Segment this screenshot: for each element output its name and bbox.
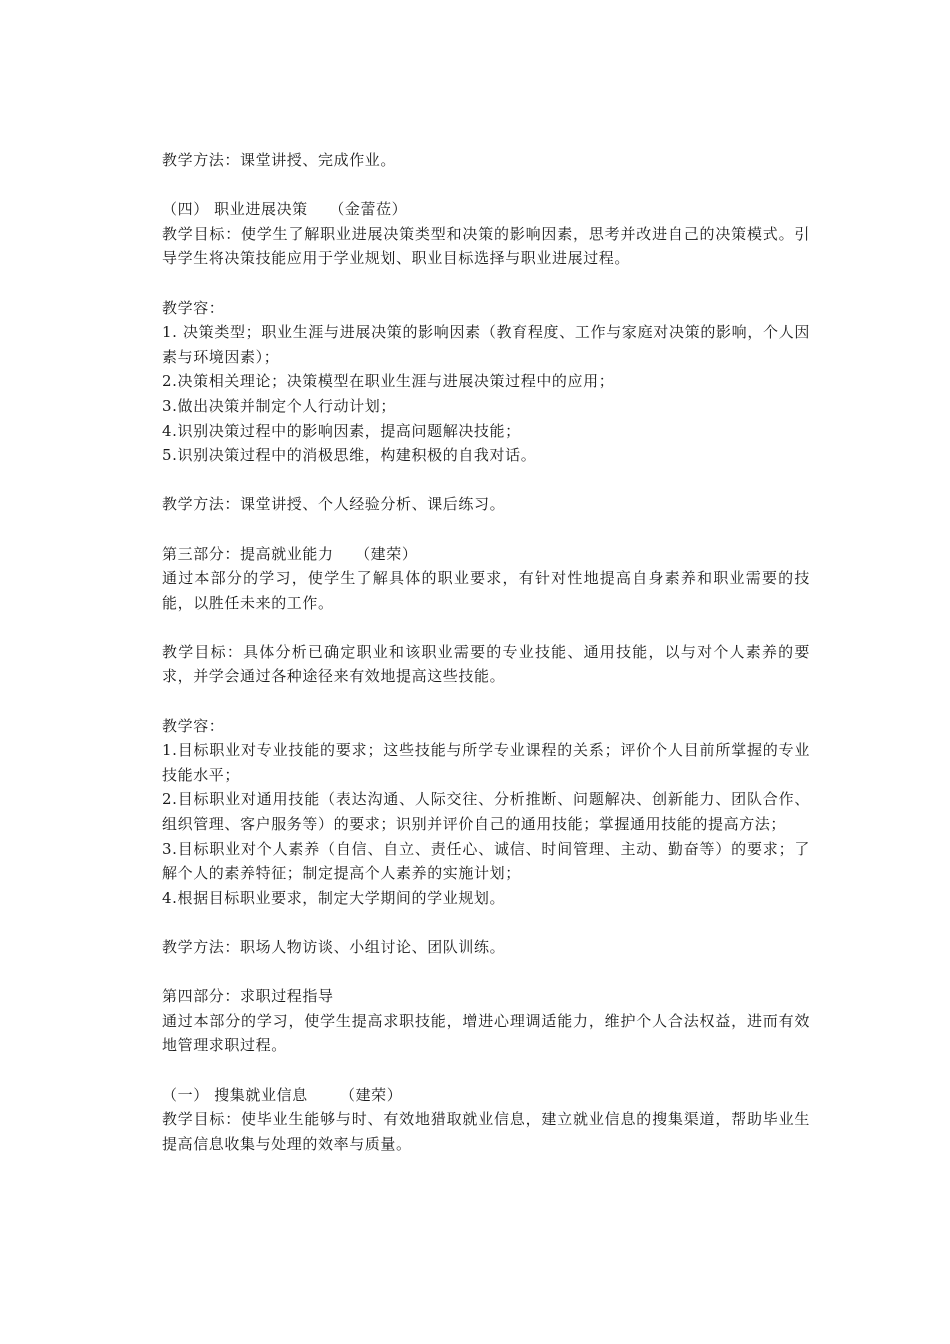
paragraph: 教学方法：课堂讲授、个人经验分析、课后练习。 xyxy=(162,495,506,514)
section-heading: （一） 搜集就业信息 （建荣） xyxy=(162,1085,403,1104)
paragraph-gap xyxy=(162,960,810,985)
paragraph-gap xyxy=(162,468,810,493)
paragraph: 通过本部分的学习，使学生了解具体的职业要求，有针对性地提高自身素养和职业需要的技能，以胜任未来的工作。 xyxy=(162,569,810,612)
section-heading: 第四部分：求职过程指导 xyxy=(162,987,334,1006)
paragraph: 2.目标职业对通用技能（表达沟通、人际交往、分析推断、问题解决、创新能力、团队合作、组织管理、客户服务等）的要求；识别并评价自己的通用技能；掌握通用技能的提高方法； xyxy=(162,790,810,834)
paragraph: 4.根据目标职业要求，制定大学期间的学业规划。 xyxy=(162,888,506,907)
paragraph: 教学目标：使学生了解职业进展决策类型和决策的影响因素，思考并改进自己的决策模式。引导学生将决策技能应用于学业规划、职业目标选择与职业进展过程。 xyxy=(162,224,810,268)
paragraph: 教学方法：职场人物访谈、小组讨论、团队训练。 xyxy=(162,938,506,956)
paragraph: 5.识别决策过程中的消极思维，构建积极的自我对话。 xyxy=(162,446,537,465)
paragraph-gap xyxy=(162,271,810,296)
paragraph-gap xyxy=(162,517,810,542)
section-heading: 第三部分：提高就业能力 （建荣） xyxy=(162,544,418,563)
paragraph-gap xyxy=(162,173,810,198)
document-body xyxy=(162,148,810,1156)
paragraph: 3.做出决策并制定个人行动计划； xyxy=(162,396,396,415)
paragraph-gap xyxy=(162,910,810,935)
paragraph: 教学目标：具体分析已确定职业和该职业需要的专业技能、通用技能，以与对个人素养的要求，并学会通过各种途径来有效地提高这些技能。 xyxy=(162,642,810,686)
paragraph: 通过本部分的学习，使学生提高求职技能，增进心理调适能力，维护个人合法权益，进而有效地管理求职过程。 xyxy=(162,1011,810,1055)
paragraph: 教学容： xyxy=(162,716,225,735)
paragraph: 1. 决策类型；职业生涯与进展决策的影响因素（教育程度、工作与家庭对决策的影响，个人因素与环境因素）； xyxy=(162,323,810,366)
paragraph: 教学目标：使毕业生能够与时、有效地猎取就业信息，建立就业信息的搜集渠道，帮助毕业生提高信息收集与处理的效率与质量。 xyxy=(162,1110,810,1153)
paragraph: 2.决策相关理论；决策模型在职业生涯与进展决策过程中的应用； xyxy=(162,372,615,391)
paragraph: 4.识别决策过程中的影响因素，提高问题解决技能； xyxy=(162,421,521,440)
paragraph-gap xyxy=(162,1058,810,1083)
paragraph: 教学容： xyxy=(162,298,225,317)
paragraph: 3.目标职业对个人素养（自信、自立、责任心、诚信、时间管理、主动、勤奋等）的要求；了解个人的素养特征；制定提高个人素养的实施计划； xyxy=(162,839,810,883)
paragraph-gap xyxy=(162,689,810,714)
paragraph: 1.目标职业对专业技能的要求；这些技能与所学专业课程的关系；评价个人目前所掌握的专业技能水平； xyxy=(162,741,810,784)
paragraph-gap xyxy=(162,615,810,640)
section-heading: （四） 职业进展决策 （金蕾莅） xyxy=(162,200,408,219)
paragraph: 教学方法：课堂讲授、完成作业。 xyxy=(162,151,397,169)
